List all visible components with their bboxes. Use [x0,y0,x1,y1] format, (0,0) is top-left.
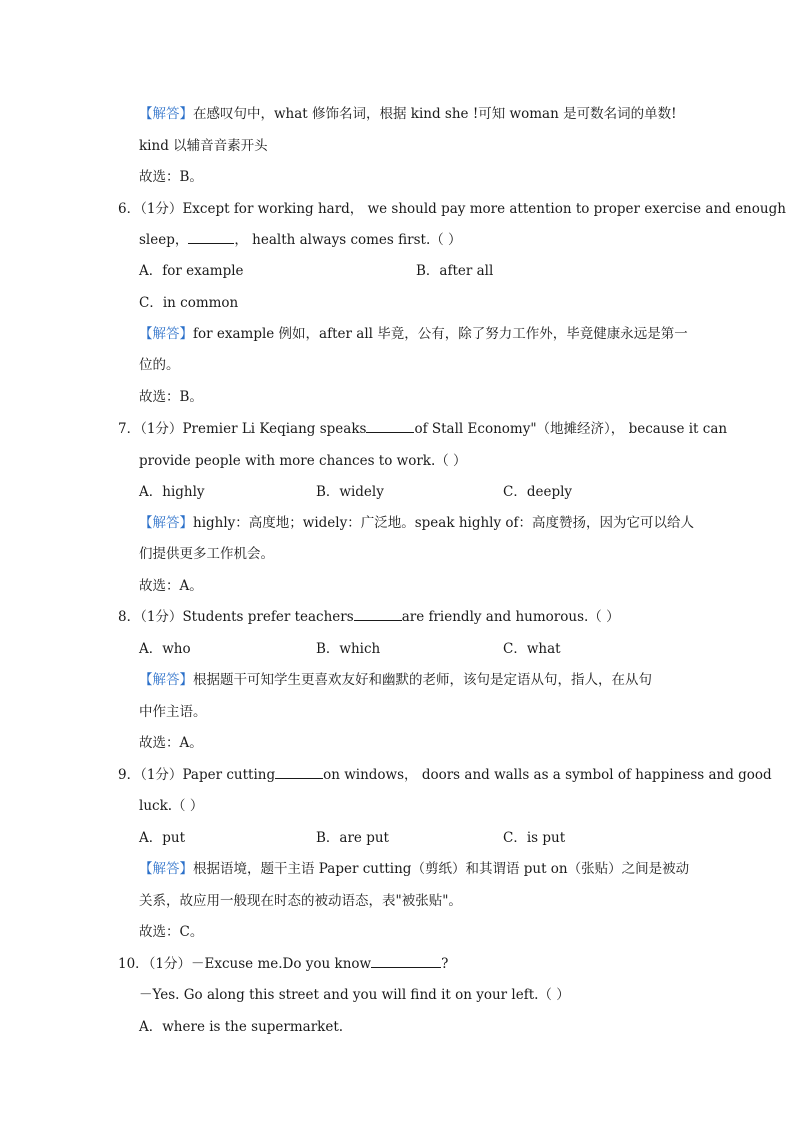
q7-option-a: A．highly [139,484,205,500]
q9-option-c: C．is put [503,830,566,846]
q6-option-a: A．for example [139,263,244,279]
q6-analysis-line-1: 【解答】for example 例如，after all 毕竟，公有，除了努力工作外，毕竟健康永远是第一 [139,326,688,342]
q7-stem-line-2: provide people with more chances to work.（ ） [139,453,467,469]
q10-stem-line-1: 10．（1分）－Excuse me.Do you know ? [118,956,449,972]
q9-option-a: A．put [139,830,186,846]
q5-analysis-line-2: kind 以辅音音素开头 [139,138,268,154]
q8-option-a: A．who [139,641,191,657]
q7-option-b: B．widely [316,484,384,500]
analysis-tag: 【解答】 [139,515,193,531]
q8-analysis-line-1: 【解答】根据题干可知学生更喜欢友好和幽默的老师，该句是定语从句，指人，在从句 [139,672,652,688]
answer-blank [366,419,414,433]
q9-number: 9．（1分） [118,767,183,783]
q6-analysis-line-2: 位的。 [139,357,180,373]
answer-blank [371,954,441,968]
q7-answer: 故选：A。 [139,578,203,594]
q8-analysis-line-2: 中作主语。 [139,704,207,720]
q7-number: 7．（1分） [118,421,183,437]
q8-number: 8．（1分） [118,609,183,625]
q7-analysis-line-1: 【解答】highly：高度地；widely：广泛地。speak highly of：高度赞扬，因为它可以给人 [139,515,695,531]
q7-option-c: C．deeply [503,484,573,500]
q8-stem-line-1: 8．（1分）Students prefer teachers are friendly and humorous.（ ） [118,609,620,625]
answer-blank [354,607,402,621]
q9-answer: 故选：C。 [139,924,204,940]
q9-option-b: B．are put [316,830,389,846]
analysis-tag: 【解答】 [139,326,193,342]
q7-analysis-line-2: 们提供更多工作机会。 [139,546,274,562]
q10-option-a: A．where is the supermarket. [139,1019,344,1035]
q10-number: 10．（1分） [118,956,192,972]
q6-stem-line-2: sleep， ， health always comes first.（ ） [139,232,462,248]
q8-option-c: C．what [503,641,561,657]
answer-blank [275,765,323,779]
analysis-tag: 【解答】 [139,672,193,688]
q9-analysis-line-2: 关系，故应用一般现在时态的被动语态，表"被张贴"。 [139,893,462,909]
analysis-tag: 【解答】 [139,861,193,877]
q6-stem-line-1: 6．（1分）Except for working hard， we should pay more attention to proper exercise and enough [118,201,786,217]
q9-stem-line-2: luck.（ ） [139,798,204,814]
q6-option-c: C．in common [139,295,239,311]
q6-answer: 故选：B。 [139,389,203,405]
analysis-tag: 【解答】 [139,106,193,122]
q6-number: 6．（1分） [118,201,183,217]
q10-stem-line-2: －Yes. Go along this street and you will find it on your left.（ ） [139,987,570,1003]
q9-stem-line-1: 9．（1分）Paper cutting on windows， doors and walls as a symbol of happiness and good [118,767,772,783]
q8-option-b: B．which [316,641,381,657]
q5-analysis-line-1: 【解答】在感叹句中，what 修饰名词，根据 kind she !可知 woman 是可数名词的单数! [139,106,677,122]
q9-analysis-line-1: 【解答】根据语境，题干主语 Paper cutting（剪纸）和其谓语 put on（张贴）之间是被动 [139,861,690,877]
q8-answer: 故选：A。 [139,735,203,751]
q7-stem-line-1: 7．（1分）Premier Li Keqiang speaks of Stall Economy"（地摊经济）， because it can [118,421,728,437]
q6-option-b: B．after all [416,263,494,279]
q5-answer: 故选：B。 [139,169,203,185]
answer-blank [188,230,234,244]
